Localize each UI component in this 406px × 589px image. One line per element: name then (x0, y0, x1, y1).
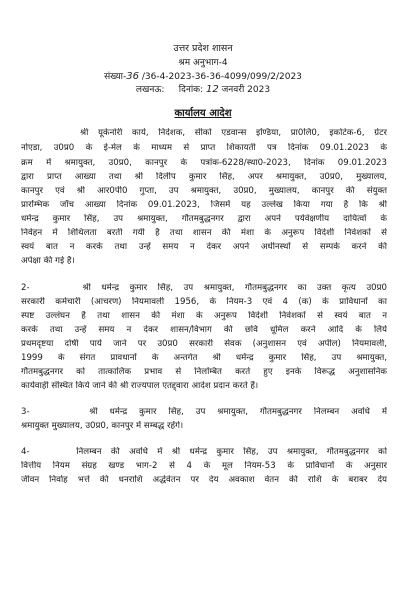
date-suffix: जनवरी 2023 (221, 85, 271, 95)
body-line: करके तथा उन्हें समय न देकर शासन/विभाग की छवि धूमिल करने आदि के लिये (21, 325, 387, 335)
reference-prefix: संख्या- (104, 72, 127, 82)
body-line: कार्यवाही संस्थित किये जाने की श्री राज्यपाल एतद्द्वारा आदेश प्रदान करते हैं। (21, 381, 259, 391)
body-line: कानपुर एवं श्री आर0पी0 गुप्ता, उप श्रमायुक्त, उ0प्र0, मुख्यालय, कानपुर की संयुक्त (21, 186, 387, 196)
body-line: स्पष्ट उल्लंघन है तथा शासन की मंशा के अनुरूप विदेशी निवेशकों से स्वयं बात न (21, 311, 387, 321)
body-line: श्री यूकेनोरी काये, निदेशक, सीको एडवान्स इण्डिया, प्रा0लि0, इकोटेक-6, ग्रेटर (80, 128, 387, 138)
body-line: गौतमबुद्धनगर को तात्कालिक प्रभाव से निलम्बित करते हुए इनके विरूद्ध अनुशासनिक (21, 367, 387, 377)
body-line: स्वयं बात न करके तथा उन्हें समय न देकर अपने अधीनस्थों से सम्पर्क करने की (21, 242, 387, 252)
document-title (0, 105, 406, 119)
body-line: धर्मेन्द्र कुमार सिंह, उप श्रमायुक्त, गौतमबुद्धनगर द्वारा अपने पर्यवेक्षणीय दायित्वों के (21, 214, 387, 224)
body-line: वित्तीय नियम संग्रह खण्ड भाग-2 से 4 के मूल नियम-53 के प्राविधानों के अनुसार (21, 461, 387, 471)
body-line: 1999 के संगत प्रावधानों के अन्तर्गत श्री धर्मेन्द्र कुमार सिंह, उप श्रमायुक्त, (21, 353, 387, 363)
reference-suffix: /36-4-2023-36-36-4099/099/2/2023 (141, 72, 302, 82)
body-line: 3- श्री धर्मेन्द्र कुमार सिंह, उप श्रमायुक्त, गौतमबुद्धनगर निलम्बन अवधि में (21, 407, 387, 417)
body-line: श्रमायुक्त मुख्यालय, उ0प्र0, कानपुर में सम्बद्ध रहेंगे। (21, 421, 184, 431)
body-line: प्रथमदृष्टया दोषी पाये जाने पर उ0प्र0 सरकारी सेवक (अनुशासन एवं अपील) नियमावली, (21, 339, 387, 349)
document-title-text: कार्यालय आदेश (174, 108, 232, 119)
body-line: क्रम में श्रमायुक्त, उ0प्र0, कानपुर के पत्रांक-6228/स्था0-2023, दिनांक 09.01.2023 (21, 158, 387, 168)
date-handwritten-day: 12 (206, 84, 219, 95)
place-date (0, 82, 406, 95)
department-header: श्रम अनुभाग-4 (178, 58, 228, 68)
body-line: जीवन निर्वाह भत्ते की धनराशि अर्द्धवेतन पर देय अवकाश वेतन की राशि के बराबर देय (21, 475, 387, 485)
body-line: निर्वहन में शिथिलता बरती गयी है तथा शासन की मंशा के अनुरूप विदेशी निवेशकों से (21, 228, 387, 238)
body-line: द्वारा प्राप्त आख्या तथा श्री दिलीप कुमार सिंह, अपर श्रमायुक्त, उ0प्र0, मुख्यालय, (21, 172, 387, 182)
body-line: प्रारम्भिक जॉच आख्या दिनांक 09.01.2023, जिसमें यह उल्लेख किया गया है कि श्री (21, 200, 387, 210)
body-line: 2- श्री धर्मेन्द्र कुमार सिंह, उप श्रमायुक्त, गौतमबुद्धनगर का उक्त कृत्य उ0प्र0 (21, 283, 387, 293)
reference-number (0, 69, 406, 82)
body-line: अपेक्षा की गई है। (21, 256, 75, 266)
body-line: 4- निलम्बन की अवधि में श्री धर्मेन्द्र कुमार सिंह, उप श्रमायुक्त, गौतमबुद्धनगर को (21, 447, 387, 457)
place-date-prefix: लखनऊ: दिनांक: (135, 85, 204, 95)
government-header: उत्तर प्रदेश शासन (173, 43, 233, 54)
reference-handwritten-number: 36 (126, 71, 139, 82)
body-line: नोएडा, उ0प्र0 के ई-मेल के माध्यम से प्राप्त शिकायती पत्र दिनांक 09.01.2023 के (21, 143, 387, 153)
body-line: सरकारी कर्मचारी (आचरण) नियमावली 1956, के नियम-3 एवं 4 (क) के प्राविधानों का (21, 297, 387, 307)
